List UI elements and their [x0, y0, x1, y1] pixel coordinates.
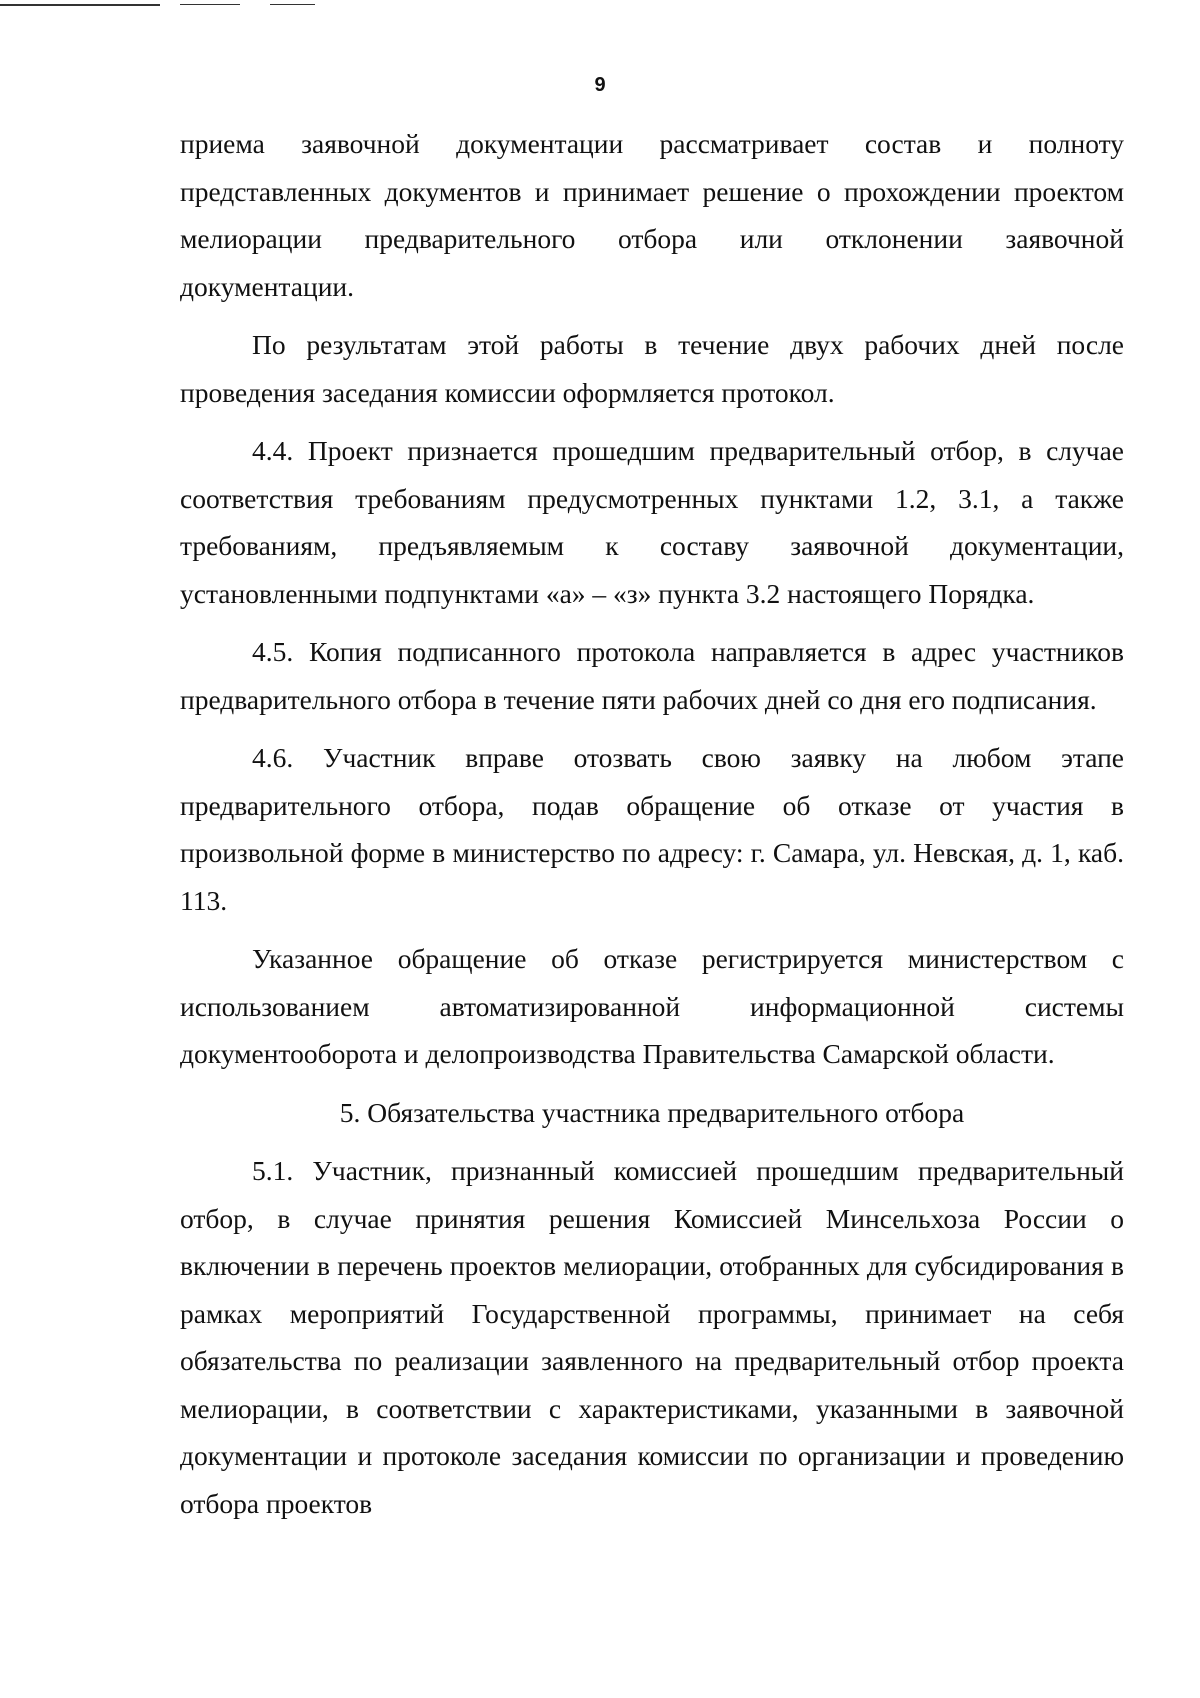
scan-artifact-line [180, 4, 240, 5]
paragraph: 5.1. Участник, признанный комиссией прошедшим предварительный отбор, в случае принятия решения Комиссией Минсельхоза России о включении в перечень проектов мелиорации, отобранных для субсидирования в рамках мероприятий Государственной программы, принимает на себя обязательства по реализации заявленного на предварительный отбор проекта мелиорации, в соответствии с характеристиками, указанными в заявочной документации и протоколе заседания комиссии по организации и проведению отбора проектов [180, 1155, 1124, 1519]
page-number: 9 [594, 74, 606, 96]
section-heading: 5. Обязательства участника предварительного отбора [339, 1096, 965, 1128]
paragraph: Указанное обращение об отказе регистрируется министерством с использованием автоматизированной информационной системы документооборота и делопроизводства Правительства Самарской области. [180, 943, 1124, 1069]
document-body [180, 120, 1124, 1527]
paragraph: приема заявочной документации рассматривает состав и полноту представленных документов и принимает решение о прохождении проектом мелиорации предварительного отбора или отклонении заявочной документации. [180, 128, 1124, 302]
paragraph: 4.6. Участник вправе отозвать свою заявку на любом этапе предварительного отбора, подав обращение об отказе от участия в произвольной форме в министерство по адресу: г. Самара, ул. Невская, д. 1, каб. 113. [180, 742, 1124, 916]
paragraph: 4.4. Проект признается прошедшим предварительный отбор, в случае соответствия требованиям предусмотренных пунктами 1.2, 3.1, а также требованиям, предъявляемым к составу заявочной документации, установленными подпунктами «а» – «з» пункта 3.2 настоящего Порядка. [180, 435, 1124, 609]
paragraph: 4.5. Копия подписанного протокола направляется в адрес участников предварительного отбора в течение пяти рабочих дней со дня его подписания. [180, 636, 1124, 715]
scan-artifact-line [270, 4, 315, 5]
paragraph: По результатам этой работы в течение двух рабочих дней после проведения заседания комиссии оформляется протокол. [180, 329, 1124, 408]
scan-artifact-line [0, 4, 160, 6]
